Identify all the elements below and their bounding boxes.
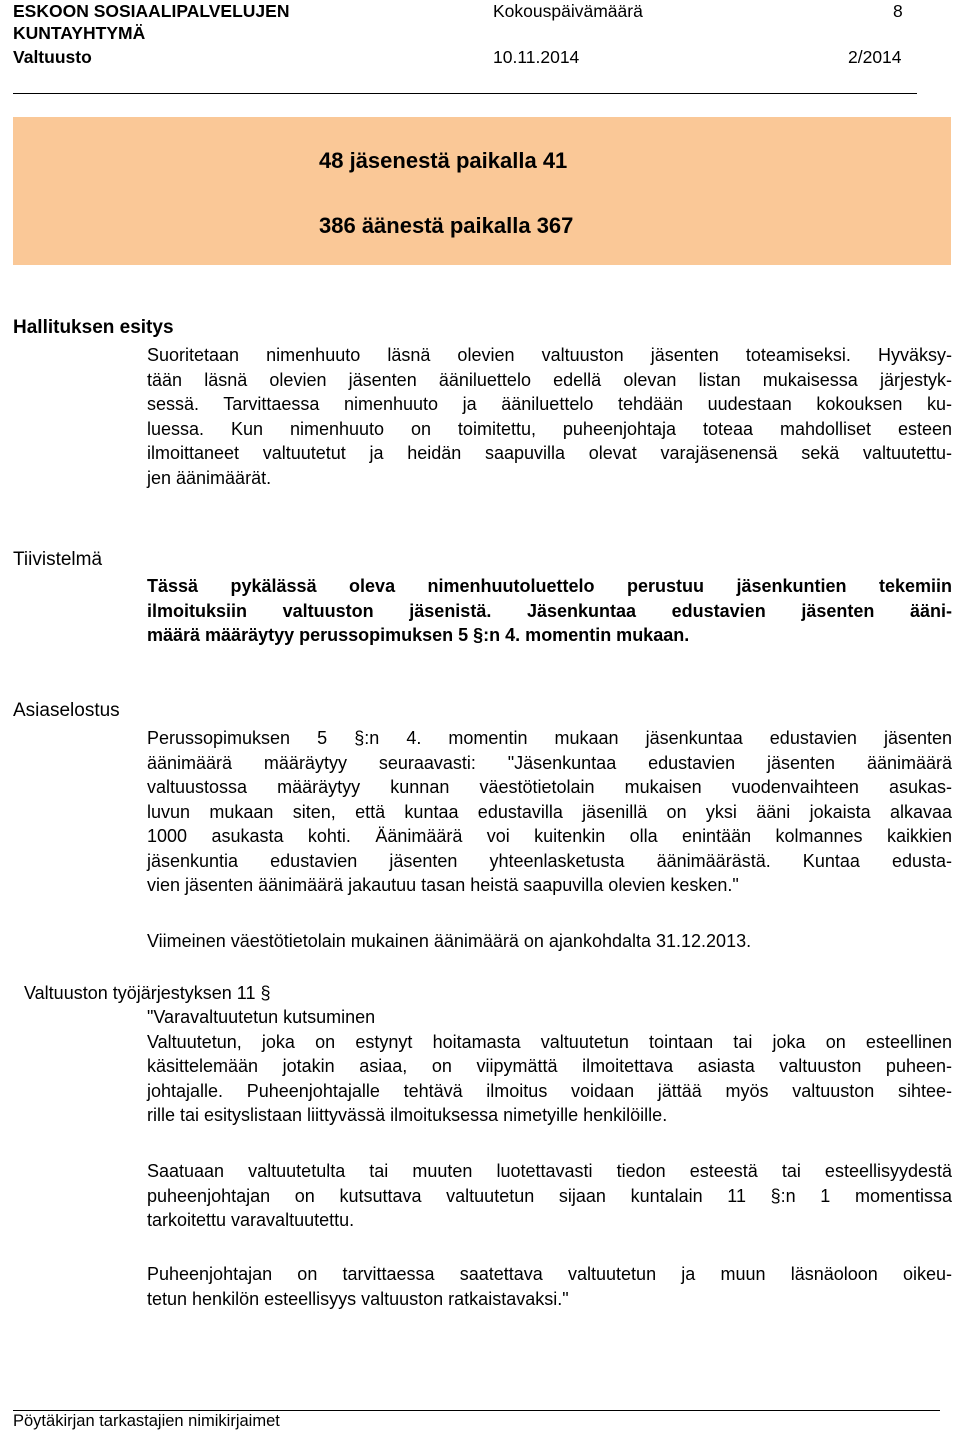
text-line: 1000 asukasta kohti. Äänimäärä voi kuitenkin olla enintään kolmannes kaikkien [147, 826, 952, 846]
rules-text-3 [147, 1262, 952, 1311]
text-line: rille tai esityslistaan liittyvässä ilmoituksessa nimetyille henkilöille. [147, 1105, 668, 1125]
votes-present: 386 äänestä paikalla 367 [319, 213, 574, 238]
proposal-text [147, 343, 952, 490]
text-line: äänimäärä määräytyy seuraavasti: "Jäsenkuntaa edustavien jäsenten äänimäärä [147, 752, 952, 773]
text-line: luessa. Kun nimenhuuto on toimitettu, puheenjohtaja toteaa mahdolliset esteen [147, 418, 952, 439]
text-line: tetun henkilön esteellisyys valtuuston ratkaistavaksi." [147, 1288, 569, 1309]
text-line: käsittelemään jotakin asiaa, on viipymättä ilmoitettava asiasta valtuuston puheen- [147, 1056, 952, 1076]
summary-heading: Tiivistelmä [13, 549, 103, 570]
statement-text [147, 726, 952, 898]
text-line: ilmoituksiin valtuuston jäsenistä. Jäsenkuntaa edustavien jäsenten ääni- [147, 600, 952, 621]
text-line: tään läsnä olevien jäsenten ääniluettelo edellä olevan listan mukaisessa järjestyk- [147, 369, 952, 390]
text-line: tarkoitettu varavaltuutettu. [147, 1210, 355, 1230]
footer-label: Pöytäkirjan tarkastajien nimikirjaimet [13, 1412, 280, 1430]
page-number: 8 [893, 1, 903, 21]
text-line: sessä. Tarvittaessa nimenhuuto ja ääniluettelo tehdään uudestaan kokouksen ku- [147, 394, 952, 414]
text-line: vien jäsenten äänimäärä jakautuu tasan heistä saapuvilla olevien kesken." [147, 875, 739, 895]
organization-name-line2: KUNTAYHTYMÄ [13, 23, 146, 43]
text-line: jäsenkuntia edustavien jäsenten yhteenlasketusta äänimäärästä. Kuntaa edusta- [147, 850, 952, 871]
text-line: Tässä pykälässä oleva nimenhuutoluettelo perustuu jäsenkuntien tekemiin [147, 576, 952, 596]
text-line: johtajalle. Puheenjohtajalle tehtävä ilmoitus voidaan jättää myös valtuuston sihtee- [147, 1080, 952, 1101]
text-line: Viimeinen väestötietolain mukainen äänimäärä on ajankohdalta 31.12.2013. [147, 931, 752, 951]
document-number: 2/2014 [848, 47, 902, 67]
text-line: puheenjohtajan on kutsuttava valtuutetun sijaan kuntalain 11 §:n 1 momentissa [147, 1185, 952, 1206]
text-line: Suoritetaan nimenhuuto läsnä olevien valtuuston jäsenten toteamiseksi. Hyväksy- [147, 345, 952, 365]
text-line: Valtuuston työjärjestyksen 11 § [24, 983, 271, 1003]
rules-text-2 [147, 1159, 952, 1233]
organization-name: ESKOON SOSIAALIPALVELUJEN [13, 1, 290, 21]
statement-note [147, 929, 952, 954]
text-line: Puheenjohtajan on tarvittaessa saatettava valtuutetun ja muun läsnäoloon oikeu- [147, 1264, 952, 1284]
attendance-summary-box [13, 117, 951, 265]
meeting-date: 10.11.2014 [493, 47, 580, 67]
rules-text [147, 1005, 952, 1128]
text-line: Perussopimuksen 5 §:n 4. momentin mukaan jäsenkuntaa edustavien jäsenten [147, 728, 952, 748]
statement-heading: Asiaselostus [13, 700, 120, 721]
text-line: määrä määräytyy perussopimuksen 5 §:n 4. momentin mukaan. [147, 625, 690, 645]
text-line: Saatuaan valtuutetulta tai muuten luotettavasti tiedon esteestä tai esteellisyydestä [147, 1161, 952, 1181]
rules-heading [24, 981, 524, 1006]
members-present: 48 jäsenestä paikalla 41 [319, 148, 568, 173]
footer-divider [13, 1410, 940, 1411]
summary-text [147, 574, 952, 648]
body-name: Valtuusto [13, 47, 92, 67]
text-line: luvun mukaan siten, että kuntaa edustavilla jäsenillä on yksi ääni jokaista alkavaa [147, 801, 952, 822]
text-line: ilmoittaneet valtuutetut ja heidän saapuvilla olevat varajäsenensä sekä valtuutettu- [147, 443, 952, 463]
meeting-date-label: Kokouspäivämäärä [493, 1, 643, 21]
text-line: Valtuutetun, joka on estynyt hoitamasta valtuutetun tointaan tai joka on esteellinen [147, 1031, 952, 1052]
text-line: "Varavaltuutetun kutsuminen [147, 1007, 376, 1027]
text-line: jen äänimäärät. [147, 467, 272, 488]
header-divider [13, 93, 917, 94]
text-line: valtuustossa määräytyy kunnan väestötietolain mukaisen vuodenvaihteen asukas- [147, 777, 952, 797]
proposal-heading: Hallituksen esitys [13, 317, 174, 338]
